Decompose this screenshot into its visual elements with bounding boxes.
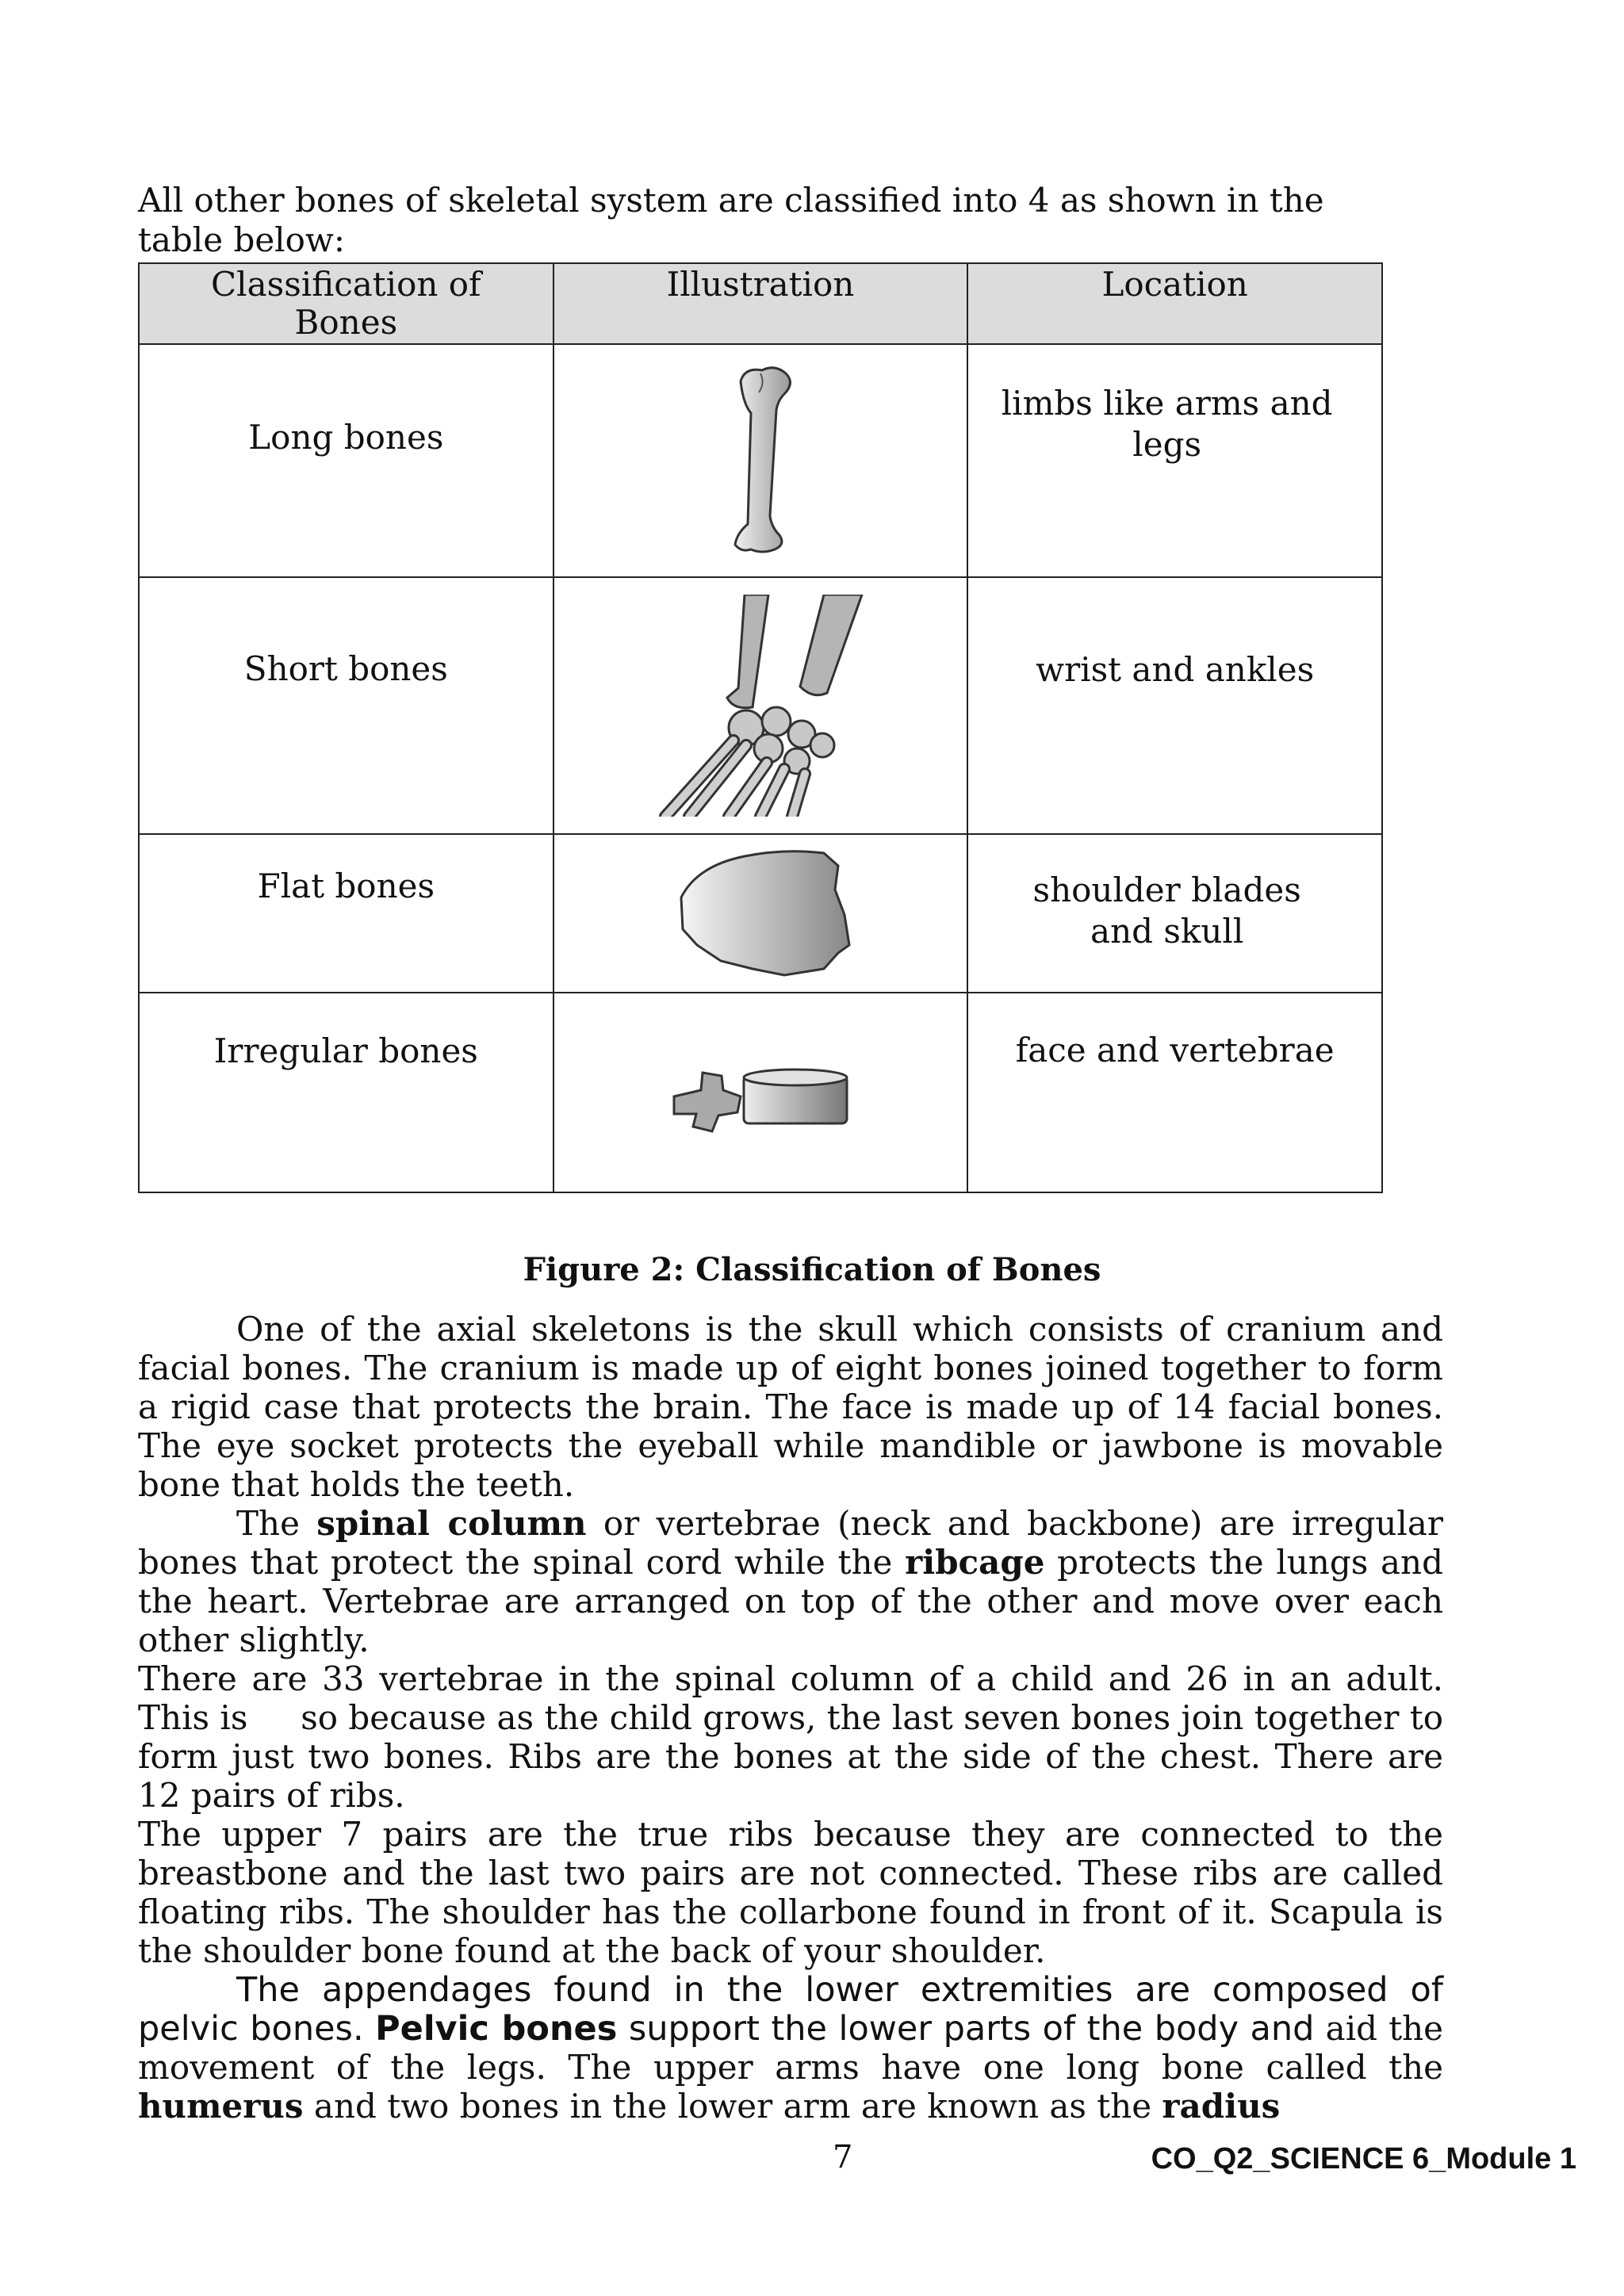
illustration-cell xyxy=(553,834,968,993)
text-span: The xyxy=(236,1504,317,1543)
header-location: Location xyxy=(967,263,1382,344)
table-header-row xyxy=(139,263,1382,344)
location-text: limbs like arms and legs xyxy=(967,344,1382,577)
paragraph-ribs: The upper 7 pairs are the true ribs because they are connected to the breastbone and the last two pairs are not connected. These ribs are called floating ribs. The shoulder has the collarbone found in front of it. Scapula is the shoulder bone found at the back of your shoulder. xyxy=(138,1815,1443,1970)
bold-term-ribcage: ribcage xyxy=(905,1543,1045,1582)
bold-term-humerus: humerus xyxy=(138,2087,304,2126)
flat-bone-icon xyxy=(665,842,856,985)
bone-type-name: Long bones xyxy=(139,344,553,577)
location-text: wrist and ankles xyxy=(967,577,1382,834)
vertebra-icon xyxy=(661,1041,860,1144)
location-text: shoulder blades and skull xyxy=(967,834,1382,993)
hand-wrist-bones-icon xyxy=(657,595,864,817)
bold-term-pelvic-bones: Pelvic bones xyxy=(375,2009,618,2049)
text-span: and two bones in the lower arm are known as the xyxy=(303,2087,1162,2126)
header-classification: Classification of Bones xyxy=(139,263,553,344)
illustration-cell xyxy=(553,577,968,834)
body-text xyxy=(138,1310,1454,2126)
table-row xyxy=(139,834,1382,993)
paragraph-skull: One of the axial skeletons is the skull which consists of cranium and facial bones. The cranium is made up of eight bones joined together to form a rigid case that protects the brain. The face is made up of 14 facial bones. The eye socket protects the eyeball while mandible or jawbone is movable bone that holds the teeth. xyxy=(138,1310,1443,1504)
page-number: 7 xyxy=(833,2139,853,2175)
text-span: or vertebrae (neck and backbone) are irregular bones that protect the spinal cord while the xyxy=(138,1504,1443,1582)
table-row xyxy=(139,344,1382,577)
bold-term-radius: radius xyxy=(1162,2087,1281,2126)
bone-type-name: Flat bones xyxy=(139,834,553,993)
long-bone-icon xyxy=(713,365,808,556)
footer-module-code: CO_Q2_SCIENCE 6_Module 1 xyxy=(1151,2142,1576,2175)
bone-classification-table xyxy=(138,262,1383,1193)
location-text: face and vertebrae xyxy=(967,993,1382,1192)
paragraph-appendages xyxy=(138,1970,1443,2126)
bone-type-name: Irregular bones xyxy=(139,993,553,1192)
illustration-cell xyxy=(553,344,968,577)
table-row xyxy=(139,993,1382,1192)
bold-term-spinal-column: spinal column xyxy=(316,1504,587,1543)
paragraph-vertebrae-count: There are 33 vertebrae in the spinal column of a child and 26 in an adult. This is so because as the child grows, the last seven bones join together to form just two bones. Ribs are the bones at the side of the chest. There are 12 pairs of ribs. xyxy=(138,1659,1454,1815)
bone-type-name: Short bones xyxy=(139,577,553,834)
paragraph-spinal-column xyxy=(138,1504,1443,1659)
text-span: aid the movement of the legs. The upper arms have one long bone called the xyxy=(138,2009,1444,2087)
table-row xyxy=(139,577,1382,834)
intro-text: All other bones of skeletal system are classified into 4 as shown in the table below: xyxy=(138,181,1324,259)
text-span: support the lower parts of the body and xyxy=(617,2009,1315,2049)
text-span: The appendages found in the lower extremities are composed of pelvic bones. xyxy=(138,1970,1443,2049)
text-span: protects the lungs and the heart. Vertebrae are arranged on top of the other and move over each other slightly. xyxy=(138,1543,1443,1659)
illustration-cell xyxy=(553,993,968,1192)
figure-caption: Figure 2: Classification of Bones xyxy=(523,1251,1101,1288)
header-illustration: Illustration xyxy=(553,263,968,344)
